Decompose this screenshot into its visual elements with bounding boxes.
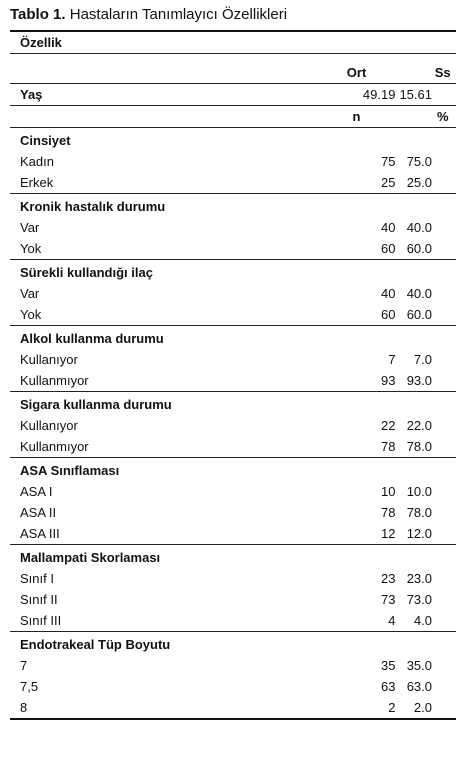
row-percent: 12.0 xyxy=(406,526,432,541)
row-count: 12 xyxy=(380,526,396,541)
age-row xyxy=(10,84,456,106)
row-count: 60 xyxy=(380,241,396,256)
section-title: Alkol kullanma durumu xyxy=(10,326,274,350)
row-percent: 73.0 xyxy=(406,592,432,607)
spacer-row xyxy=(10,54,456,63)
row-label: ASA I xyxy=(20,484,53,499)
age-mean: 49.19 xyxy=(274,84,400,106)
age-sd: 15.61 xyxy=(399,84,456,106)
row-label: Kullanıyor xyxy=(20,352,78,367)
n-percent-header-row xyxy=(10,106,456,128)
row-percent: 25.0 xyxy=(406,175,432,190)
row-percent: 7.0 xyxy=(413,352,432,367)
table-title-number: Tablo 1. xyxy=(10,6,66,23)
row-count: 73 xyxy=(380,592,396,607)
row-label: Sınıf III xyxy=(20,613,62,628)
row-percent: 63.0 xyxy=(406,679,432,694)
table-row xyxy=(10,370,456,392)
header-label: Özellik xyxy=(10,31,274,54)
row-label: Sınıf II xyxy=(20,592,58,607)
table-body xyxy=(10,31,456,719)
row-percent: 22.0 xyxy=(406,418,432,433)
row-count: 10 xyxy=(380,484,396,499)
row-count: 2 xyxy=(274,697,400,719)
section-title: ASA Sınıflaması xyxy=(10,458,274,482)
row-label: ASA III xyxy=(20,526,60,541)
row-percent: 35.0 xyxy=(406,658,432,673)
table-row xyxy=(10,217,456,238)
section-title: Mallampati Skorlaması xyxy=(10,545,274,569)
row-count: 23 xyxy=(380,571,396,586)
row-percent: 60.0 xyxy=(406,241,432,256)
row-label: Erkek xyxy=(20,175,54,190)
age-label: Yaş xyxy=(10,84,274,106)
row-label: 7,5 xyxy=(20,679,39,694)
table-row xyxy=(10,523,456,545)
row-label: ASA II xyxy=(20,505,57,520)
table-title xyxy=(10,6,287,24)
section-header-row xyxy=(10,260,456,284)
table-row xyxy=(10,436,456,458)
row-label: Kullanmıyor xyxy=(20,373,89,388)
row-count: 22 xyxy=(380,418,396,433)
section-title: Cinsiyet xyxy=(20,133,71,148)
section-header-row xyxy=(10,392,456,416)
row-percent: 60.0 xyxy=(406,307,432,322)
row-count: 4 xyxy=(388,613,396,628)
row-count: 35 xyxy=(380,658,396,673)
row-percent: 23.0 xyxy=(406,571,432,586)
row-percent: 93.0 xyxy=(406,373,432,388)
table-row xyxy=(10,589,456,610)
row-count: 78 xyxy=(380,505,396,520)
table-row xyxy=(10,238,456,260)
row-label: Var xyxy=(20,286,40,301)
row-count: 7 xyxy=(388,352,396,367)
row-label: Var xyxy=(20,220,40,235)
row-percent: 40.0 xyxy=(406,286,432,301)
table-row xyxy=(10,151,456,172)
mean-sd-header-row xyxy=(10,62,456,84)
section-header-row xyxy=(10,632,456,656)
row-percent: 2.0 xyxy=(399,697,456,719)
section-header-row xyxy=(10,545,456,569)
table-title-text: Hastaların Tanımlayıcı Özellikleri xyxy=(65,6,288,23)
row-count: 78 xyxy=(380,439,396,454)
n-header: n xyxy=(274,106,400,128)
row-label: 8 xyxy=(10,697,274,719)
row-label: Kullanmıyor xyxy=(20,439,89,454)
row-label: Yok xyxy=(20,241,42,256)
mean-header: Ort xyxy=(274,62,400,84)
table-row xyxy=(10,697,456,719)
table-row xyxy=(10,349,456,370)
table-row xyxy=(10,415,456,436)
row-percent: 78.0 xyxy=(406,439,432,454)
row-percent: 40.0 xyxy=(406,220,432,235)
row-count: 25 xyxy=(380,175,396,190)
row-label: Sınıf I xyxy=(20,571,54,586)
row-count: 40 xyxy=(380,220,396,235)
row-percent: 78.0 xyxy=(406,505,432,520)
row-label: Kullanıyor xyxy=(20,418,78,433)
section-title: Sigara kullanma durumu xyxy=(10,392,274,416)
row-count: 93 xyxy=(380,373,396,388)
table-row xyxy=(10,502,456,523)
section-header-row xyxy=(10,128,456,152)
section-header-row xyxy=(10,194,456,218)
row-count: 60 xyxy=(380,307,396,322)
row-percent: 10.0 xyxy=(406,484,432,499)
table-row xyxy=(10,481,456,502)
table-row xyxy=(10,568,456,589)
section-title: Endotrakeal Tüp Boyutu xyxy=(10,632,274,656)
table-row xyxy=(10,172,456,194)
row-percent: 4.0 xyxy=(413,613,432,628)
table-row xyxy=(10,610,456,632)
row-count: 75 xyxy=(380,154,396,169)
section-title: Sürekli kullandığı ilaç xyxy=(10,260,274,284)
header-row xyxy=(10,31,456,54)
characteristics-table xyxy=(10,30,456,720)
row-count: 63 xyxy=(380,679,396,694)
row-label: Yok xyxy=(20,307,42,322)
table-row xyxy=(10,304,456,326)
row-count: 40 xyxy=(380,286,396,301)
section-header-row xyxy=(10,458,456,482)
percent-header: % xyxy=(399,106,456,128)
row-label: Kadın xyxy=(20,154,54,169)
sd-header: Ss xyxy=(399,62,456,84)
row-percent: 75.0 xyxy=(406,154,432,169)
table-row xyxy=(10,283,456,304)
row-label: 7 xyxy=(20,658,28,673)
section-title: Kronik hastalık durumu xyxy=(10,194,274,218)
table-row xyxy=(10,676,456,697)
section-header-row xyxy=(10,326,456,350)
table-row xyxy=(10,655,456,676)
